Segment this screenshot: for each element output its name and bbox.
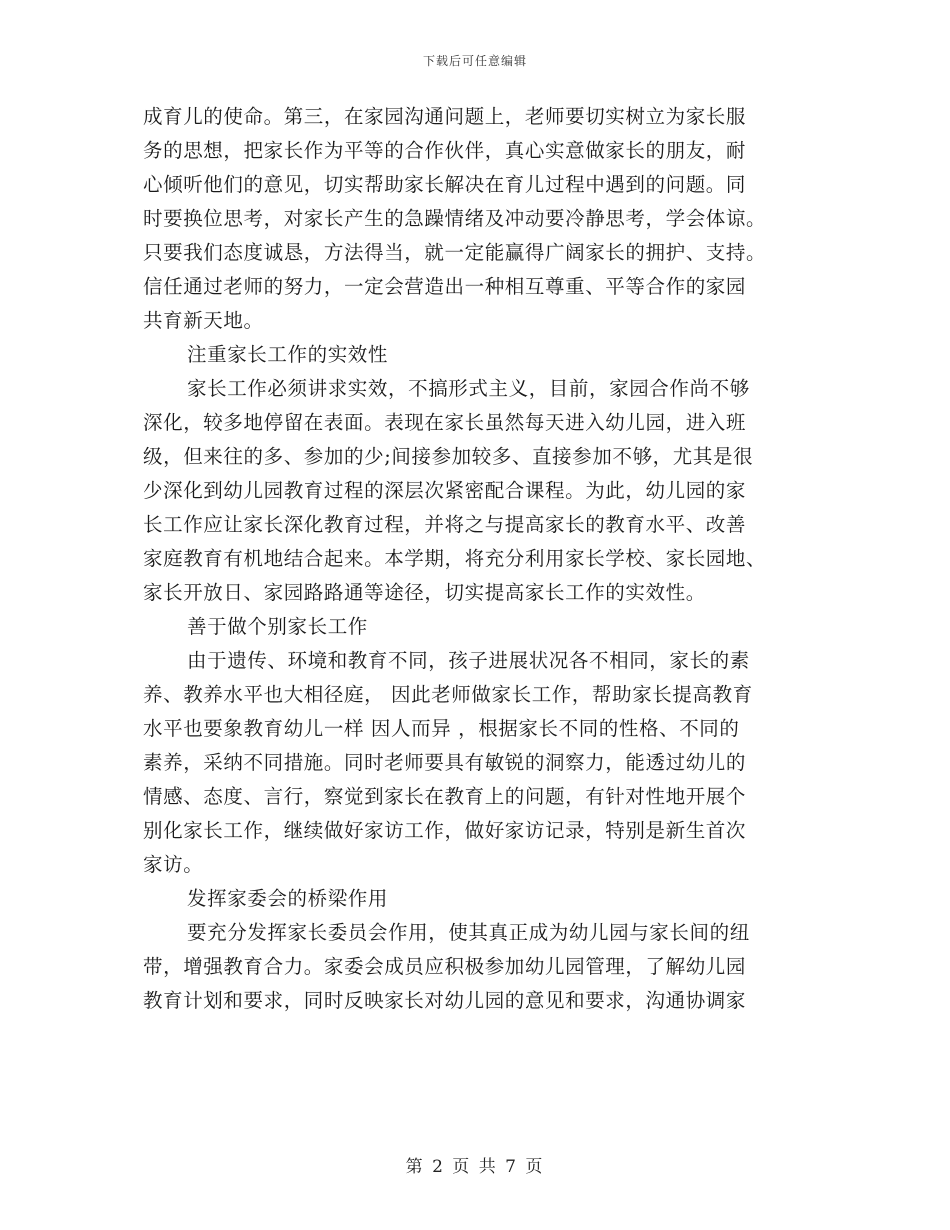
text-line: 教育计划和要求，同时反映家长对幼儿园的意见和要求，沟通协调家 xyxy=(143,989,747,1012)
text-line: 素养，采纳不同措施。同时老师要具有敏锐的洞察力，能透过幼儿的 xyxy=(143,751,747,774)
document-body xyxy=(143,100,803,1018)
text-line: 注重家长工作的实效性 xyxy=(187,343,389,366)
text-line: 发挥家委会的桥梁作用 xyxy=(187,887,389,910)
text-line: 要充分发挥家长委员会作用，使其真正成为幼儿园与家长间的纽 xyxy=(187,921,750,944)
text-line: 别化家长工作，继续做好家访工作，做好家访记录，特别是新生首次 xyxy=(143,819,747,842)
text-line: 带，增强教育合力。家委会成员应积极参加幼儿园管理，了解幼儿园 xyxy=(143,955,747,978)
text-line: 长工作应让家长深化教育过程，并将之与提高家长的教育水平、改善 xyxy=(143,513,747,536)
page-header-note: 下载后可任意编辑 xyxy=(422,54,527,68)
text-line: 时要换位思考，对家长产生的急躁情绪及冲动要冷静思考，学会体谅。 xyxy=(143,207,767,230)
text-line: 信任通过老师的努力，一定会营造出一种相互尊重、平等合作的家园 xyxy=(143,275,747,298)
text-line: 务的思想，把家长作为平等的合作伙伴，真心实意做家长的朋友，耐 xyxy=(143,139,747,162)
text-line: 少深化到幼儿园教育过程的深层次紧密配合课程。为此，幼儿园的家 xyxy=(143,479,747,502)
text-line: 成育儿的使命。第三，在家园沟通问题上，老师要切实树立为家长服 xyxy=(143,105,747,128)
text-line: 只要我们态度诚恳，方法得当，就一定能赢得广阔家长的拥护、支持。 xyxy=(143,241,767,264)
text-line: 家访。 xyxy=(143,853,204,876)
page-number-footer: 第 2 页 共 7 页 xyxy=(405,1157,545,1177)
text-line: 情感、态度、言行，察觉到家长在教育上的问题，有针对性地开展个 xyxy=(143,785,747,808)
text-line: 家长开放日、家园路路通等途径，切实提高家长工作的实效性。 xyxy=(143,581,706,604)
text-line: 家庭教育有机地结合起来。本学期，将充分利用家长学校、家长园地、 xyxy=(143,547,767,570)
text-line: 善于做个别家长工作 xyxy=(187,615,368,638)
text-line: 心倾听他们的意见，切实帮助家长解决在育儿过程中遇到的问题。同 xyxy=(143,173,747,196)
text-line: 水平也要象教育幼儿一样 因人而异 ，根据家长不同的性格、不同的 xyxy=(143,717,740,740)
text-line: 由于遗传、环境和教育不同，孩子进展状况各不相同，家长的素 xyxy=(187,649,750,672)
text-line: 家长工作必须讲求实效，不搞形式主义，目前，家园合作尚不够 xyxy=(187,377,750,400)
text-line: 深化，较多地停留在表面。表现在家长虽然每天进入幼儿园，进入班 xyxy=(143,411,747,434)
text-line: 养、教养水平也大相径庭， 因此老师做家长工作，帮助家长提高教育 xyxy=(143,683,753,706)
text-line: 共育新天地。 xyxy=(143,309,264,332)
text-line: 级，但来往的多、参加的少;间接参加较多、直接参加不够，尤其是很 xyxy=(143,445,754,468)
